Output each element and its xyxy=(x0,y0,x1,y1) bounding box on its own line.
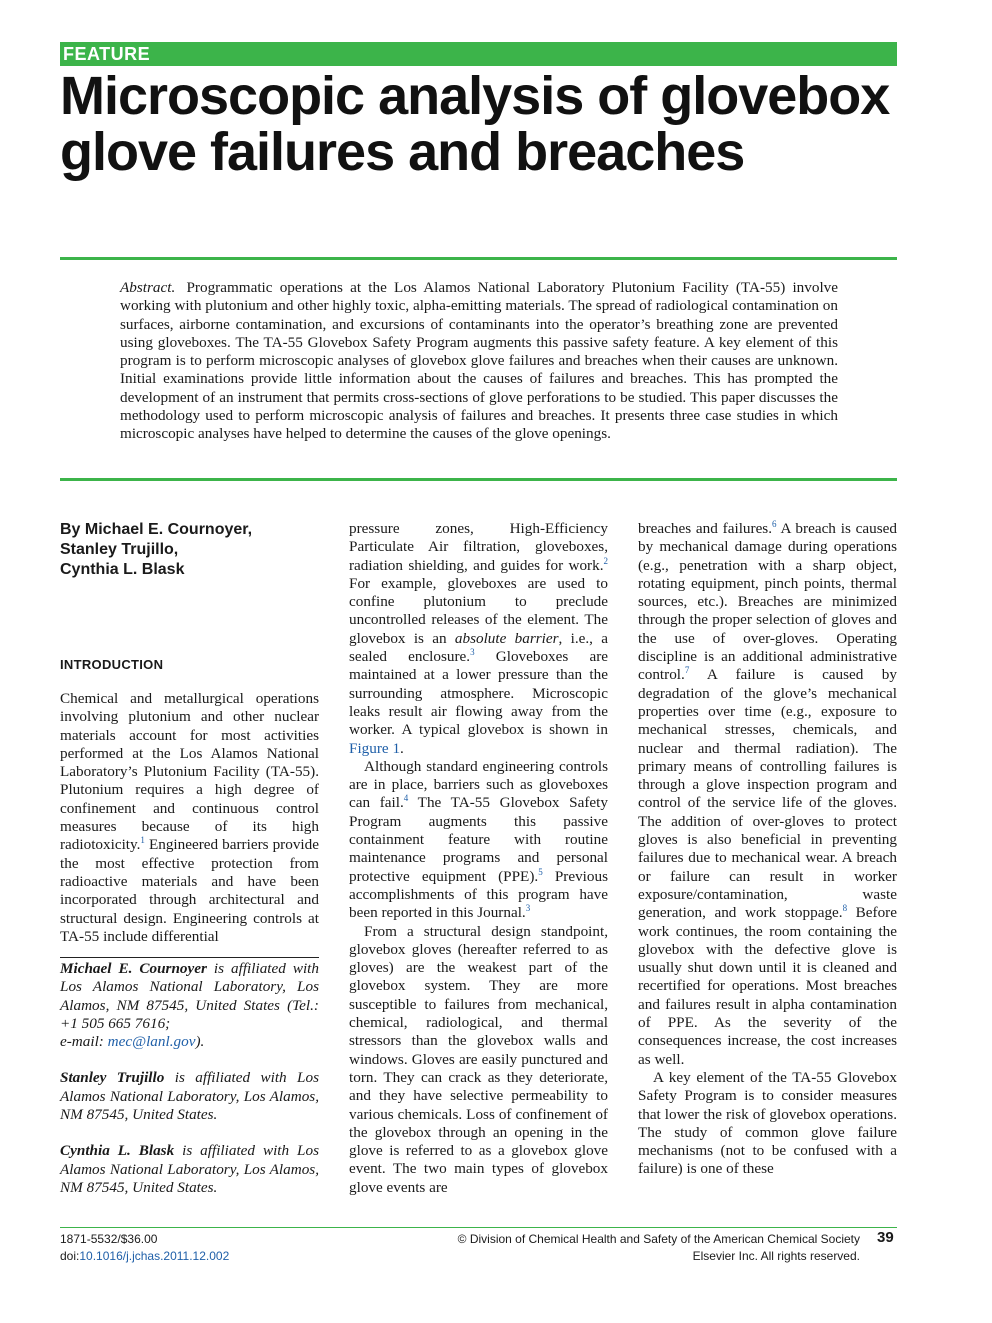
doi-link[interactable]: 10.1016/j.jchas.2011.12.002 xyxy=(79,1249,230,1263)
affiliation-name: Cynthia L. Blask xyxy=(60,1142,175,1160)
column-1 xyxy=(60,520,319,1196)
reference-link[interactable]: 1 xyxy=(140,835,145,846)
affiliations xyxy=(60,960,319,1215)
figure-link[interactable]: Figure 1 xyxy=(349,739,401,757)
footer-divider xyxy=(60,1227,897,1228)
publisher-notice: Elsevier Inc. All rights reserved. xyxy=(692,1249,860,1263)
author-line: Cynthia L. Blask xyxy=(60,561,185,578)
footer-left xyxy=(60,1231,229,1265)
body-paragraph: From a structural design standpoint, glovebox gloves (hereafter referred to as gloves) are the weakest part of the glovebox system. They are more susceptible to failures from mechanical, chemical, radiological, and thermal stressors than the glovebox walls and windows. Gloves are easily punctured and torn. They can crack as they deteriorate, and they have selective permeability to various chemicals. Loss of confinement of the glovebox through an opening in the glove is referred to as a glovebox glove event. The two main types of glovebox glove events are xyxy=(349,922,608,1196)
reference-link[interactable]: 7 xyxy=(684,665,690,676)
affiliation-text: is affiliated with Los Alamos National Laboratory, Los Alamos, NM 87545, United States (Tel.: +1 505 665 7616; xyxy=(60,960,319,1032)
page-number: 39 xyxy=(877,1229,894,1246)
reference-link[interactable]: 3 xyxy=(525,903,531,914)
doi-label: doi: xyxy=(60,1249,80,1263)
body-text: , i.e., a sealed enclosure. xyxy=(349,629,608,666)
body-paragraph xyxy=(349,758,608,923)
abstract-text: Programmatic operations at the Los Alamos National Laboratory Plutonium Facility (TA-55) involve working with plutonium and other highly toxic, alpha-emitting materials. The spread of radiological contamination on surfaces, airborne contamination, and excursions of contaminants into the operator’s breathing zone are prevented using gloveboxes. The TA-55 Glovebox Safety Program augments this passive safety feature. A key element of this program is to perform microscopic analyses of glovebox glove failures and breaches when their causes are unknown. Initial examinations provide little information about the causes of failures and breaches. This has prompted the development of an instrument that permits cross-sections of glove perforations to be studied. This paper discusses the methodology used to perform microscopic analysis of failures and breaches. It presents three case studies in which microscopic analyses have helped to determine the causes of the glove openings. xyxy=(120,279,838,443)
body-text: For example, gloveboxes are used to confine plutonium to preclude uncontrolled releases of the element. The glovebox is an xyxy=(349,574,608,647)
email-link[interactable]: mec@lanl.gov xyxy=(107,1033,196,1051)
reference-link[interactable]: 4 xyxy=(403,793,409,804)
abstract-divider xyxy=(60,478,897,481)
reference-link[interactable]: 5 xyxy=(538,866,543,877)
column-2 xyxy=(349,520,608,1197)
affiliation-name: Stanley Trujillo xyxy=(60,1069,165,1087)
affiliation-3 xyxy=(60,1142,319,1197)
affiliation-name: Michael E. Cournoyer xyxy=(60,960,207,977)
body-text: A failure is caused by degradation of the glove’s mechanical properties over time (e.g., exposure to mechanical stresses, chemicals, and nuclear and thermal radiation). The primary means of controlling failures is through a glove inspection program and control of the service life of the gloves. The addition of over-gloves to protect gloves is also beneficial in preventing failures due to mechanical wear. A breach or failure can result in worker exposure/contamination, waste generation, and work stoppage. xyxy=(638,666,897,922)
intro-text-part: Chemical and metallurgical operations involving plutonium and other nuclear materials account for most activities performed at the Los Alamos National Laboratory’s Plutonium Facility (TA-55). Plutonium requires a high degree of confinement and continuous control measures because of its high radiotoxicity. xyxy=(60,690,319,854)
affiliation-2 xyxy=(60,1069,319,1124)
abstract xyxy=(120,279,838,444)
reference-link[interactable]: 8 xyxy=(842,903,848,914)
column-3 xyxy=(638,520,897,1179)
affiliation-1 xyxy=(60,960,319,1051)
doi-line xyxy=(60,1248,229,1265)
email-label: e-mail: xyxy=(60,1033,108,1051)
body-text: The TA-55 Glovebox Safety Program augments this passive containment feature with routine maintenance programs and personal protective equipment (PPE). xyxy=(349,794,608,885)
body-text: Although standard engineering controls are in place, barriers such as gloveboxes can fail. xyxy=(349,757,608,812)
body-text: breaches and failures. xyxy=(638,520,773,537)
feature-banner xyxy=(60,42,897,66)
intro-text-part: Engineered barriers provide the most effective protection from radioactive materials and have been incorporated through architectural and structural design. Engineering controls at TA-55 include differential xyxy=(60,836,319,945)
affiliation-text: ). xyxy=(195,1033,205,1051)
reference-link[interactable]: 2 xyxy=(603,555,608,566)
article-title: Microscopic analysis of glovebox glove failures and breaches xyxy=(60,66,890,182)
body-text: Previous accomplishments of this program have been reported in this Journal. xyxy=(349,867,608,922)
affiliation-text: is affiliated with Los Alamos National Laboratory, Los Alamos, NM 87545, United States. xyxy=(60,1069,319,1124)
title-divider xyxy=(60,257,897,260)
affiliation-divider xyxy=(60,957,319,958)
intro-paragraph xyxy=(60,690,319,946)
body-paragraph xyxy=(349,520,608,758)
feature-label: FEATURE xyxy=(63,44,151,64)
copyright-notice: © Division of Chemical Health and Safety of the American Chemical Society xyxy=(457,1232,860,1246)
body-text: Before work continues, the room containing the glovebox with the defective glove is usually shut down until it is cleaned and recertified for operations. Most breaches and failures result in alpha contamination of PPE. As the severity of the consequences increase, the cost increases as well. xyxy=(638,904,897,1068)
body-text: pressure zones, High-Efficiency Particulate Air filtration, gloveboxes, radiation shielding, and guides for work. xyxy=(349,520,608,574)
footer-right xyxy=(458,1231,860,1265)
body-paragraph xyxy=(638,520,897,1069)
abstract-label: Abstract. xyxy=(120,279,176,296)
author-line: By Michael E. Cournoyer, xyxy=(60,521,253,538)
author-line: Stanley Trujillo, xyxy=(60,541,179,558)
body-text: . xyxy=(400,739,404,757)
affiliation-text: is affiliated with Los Alamos National Laboratory, Los Alamos, NM 87545, United States. xyxy=(60,1142,319,1196)
section-heading-introduction: INTRODUCTION xyxy=(60,657,164,672)
body-text: A breach is caused by mechanical damage during operations (e.g., penetration with a sharp object, rotating equipment, pinch points, thermal sources, etc.). Breaches are minimized through the proper selection of gloves and the use of over-gloves. Operating discipline is an additional administrative control. xyxy=(638,520,897,684)
emphasis-text: absolute barrier xyxy=(454,629,559,647)
issn-price: 1871-5532/$36.00 xyxy=(60,1232,158,1246)
author-list xyxy=(60,520,319,580)
reference-link[interactable]: 3 xyxy=(470,647,475,658)
body-paragraph: A key element of the TA-55 Glovebox Safety Program is to consider measures that lower the risk of glovebox operations. The study of common glove failure mechanisms (not to be confused with a failure) is one of these xyxy=(638,1068,897,1178)
body-text: Gloveboxes are maintained at a lower pressure than the surrounding atmosphere. Microscopic leaks result air flowing away from the worker. A typical glovebox is shown in xyxy=(349,648,608,739)
reference-link[interactable]: 6 xyxy=(772,518,777,529)
